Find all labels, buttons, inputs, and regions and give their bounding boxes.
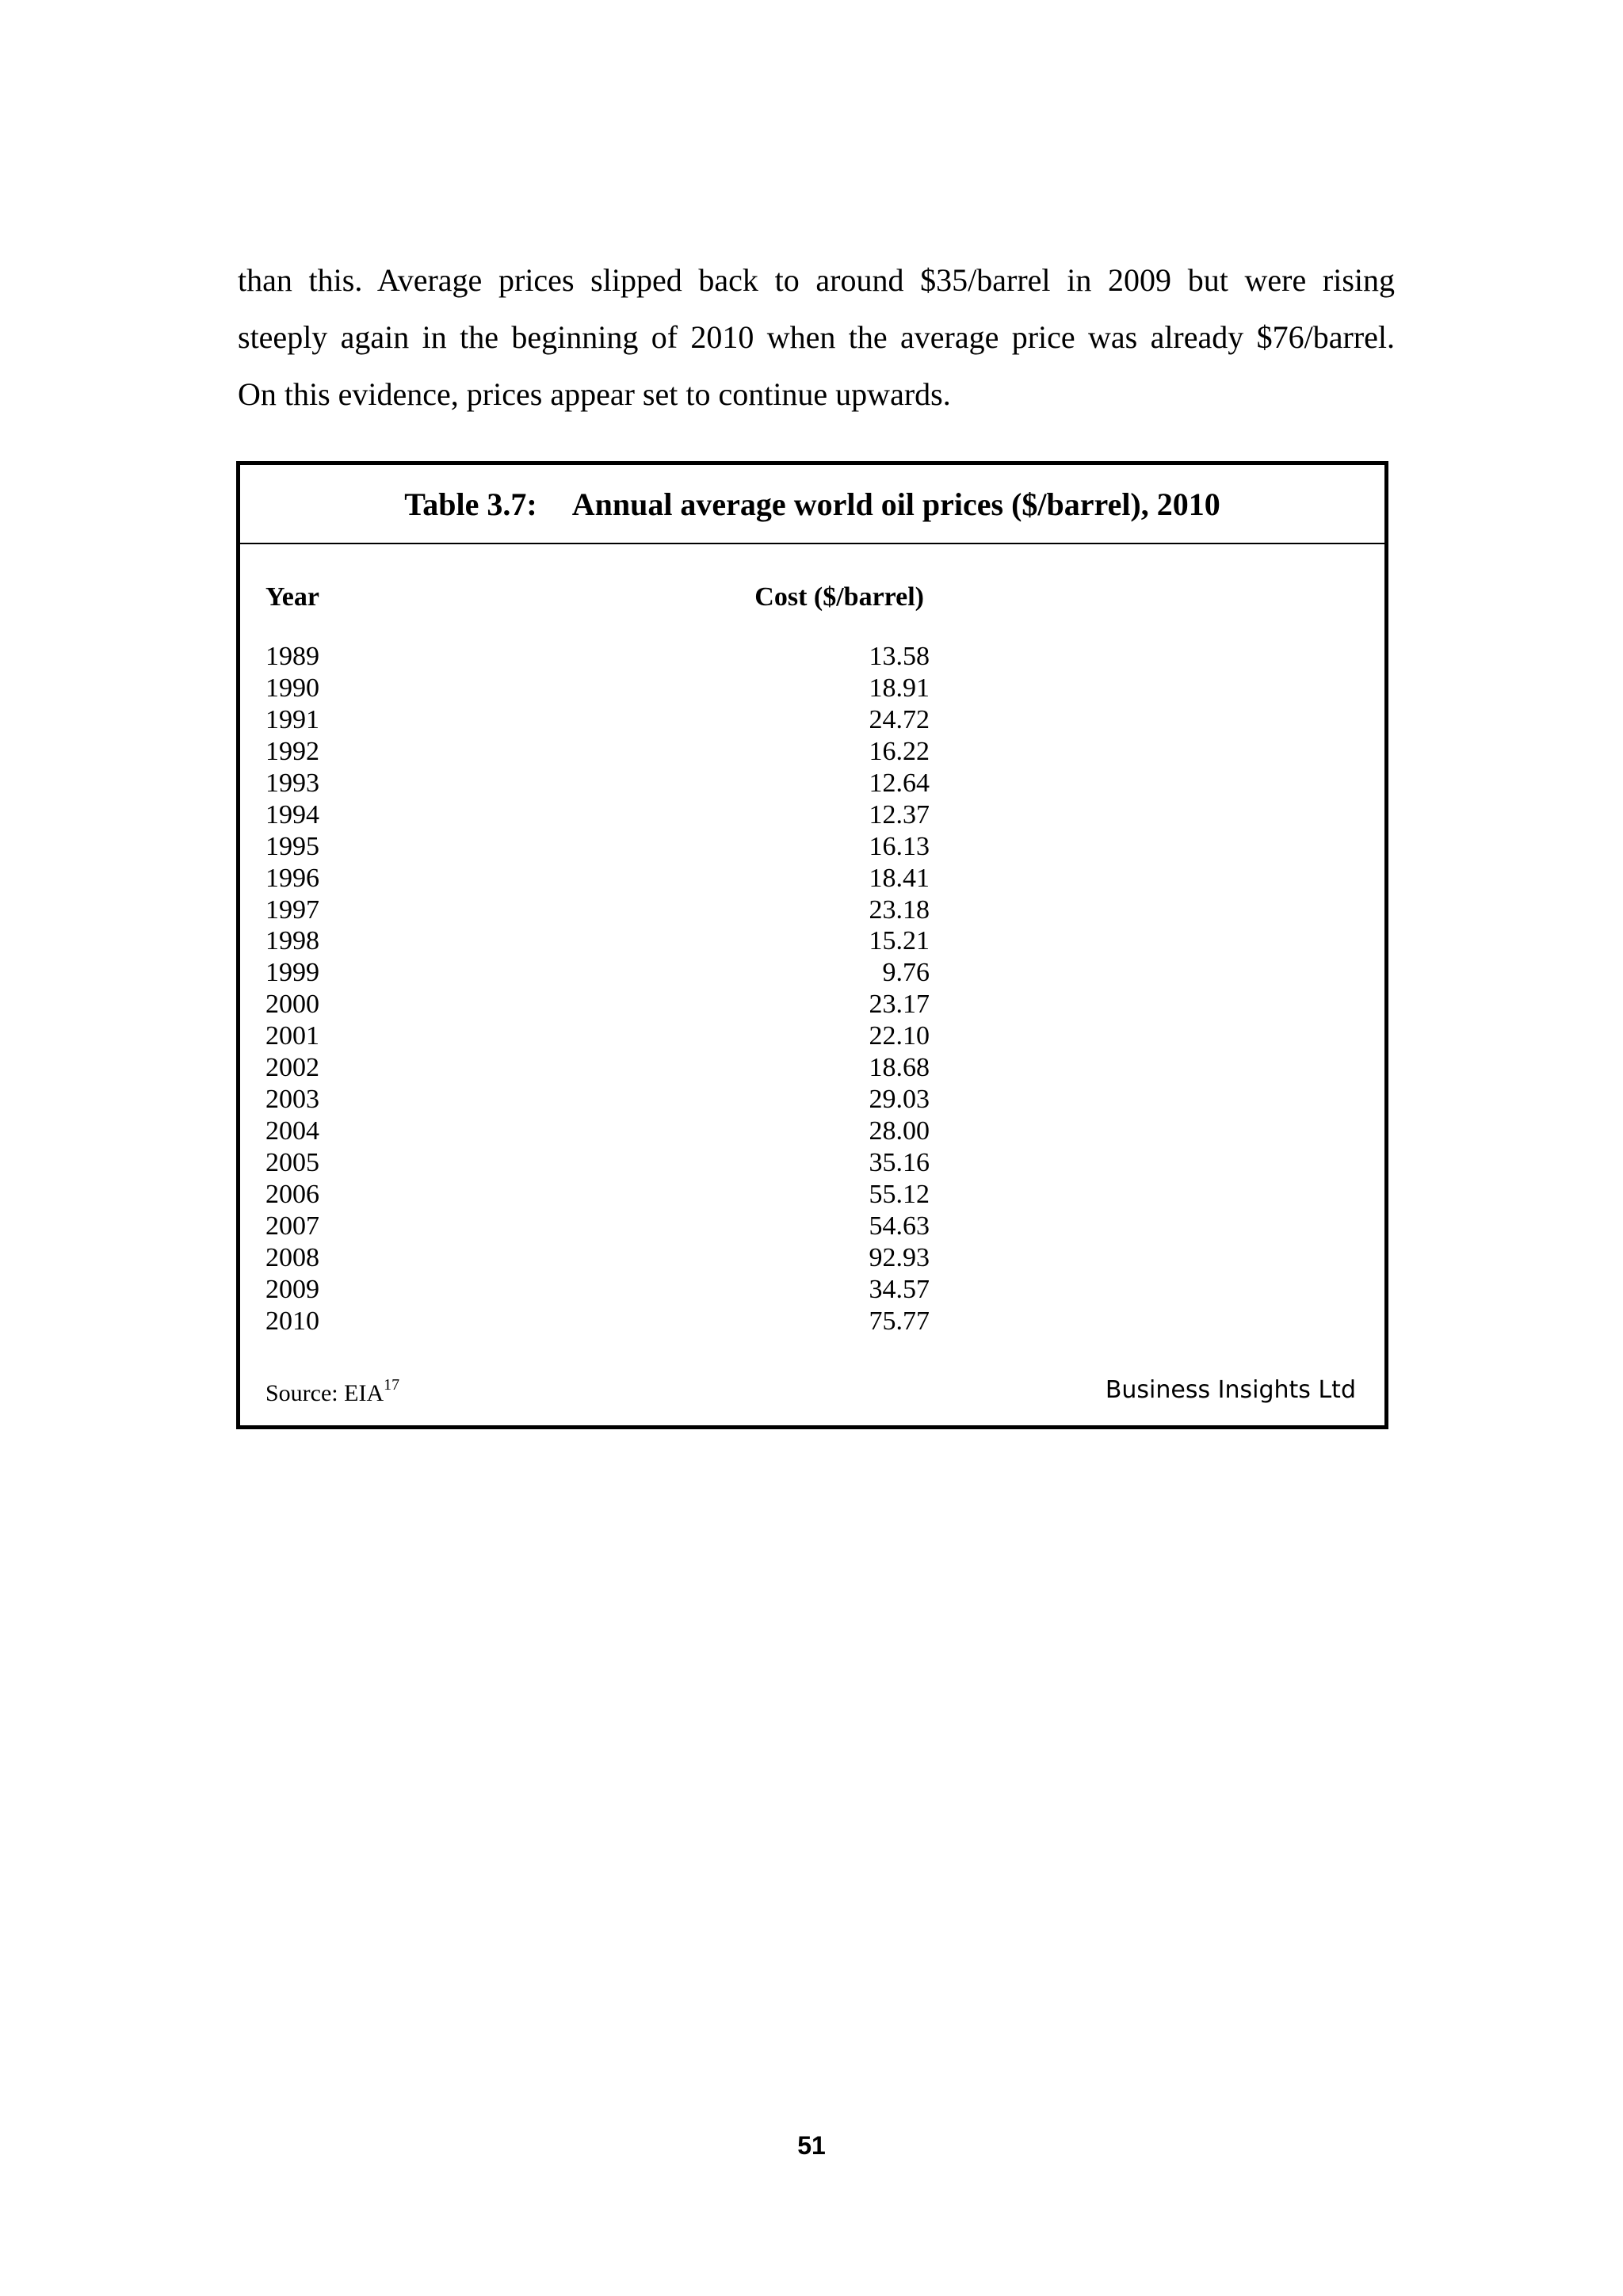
table-source — [265, 1376, 399, 1407]
cost-cell: 15.21 — [869, 926, 930, 956]
year-cell: 2010 — [265, 1306, 319, 1336]
table-row — [265, 1242, 930, 1274]
year-cell: 1992 — [265, 736, 319, 766]
cost-cell: 92.93 — [869, 1242, 930, 1272]
table-row — [265, 673, 930, 704]
table-row — [265, 736, 930, 768]
year-cell: 2002 — [265, 1053, 319, 1083]
cost-cell: 16.13 — [869, 831, 930, 861]
table-row — [265, 863, 930, 894]
table-row — [265, 1306, 930, 1337]
year-cell: 2001 — [265, 1021, 319, 1051]
cost-cell: 22.10 — [869, 1021, 930, 1051]
year-cell: 2000 — [265, 990, 319, 1020]
table-row — [265, 925, 930, 957]
table-row — [265, 894, 930, 926]
cost-cell: 35.16 — [869, 1148, 930, 1177]
year-cell: 2008 — [265, 1242, 319, 1272]
year-cell: 1996 — [265, 863, 319, 893]
cost-cell: 18.68 — [869, 1053, 930, 1083]
table-row — [265, 1084, 930, 1116]
year-cell: 2009 — [265, 1274, 319, 1304]
page-number: 51 — [797, 2131, 826, 2160]
year-cell: 1997 — [265, 894, 319, 925]
table-row — [265, 768, 930, 799]
year-cell: 2003 — [265, 1085, 319, 1115]
year-cell: 1999 — [265, 958, 319, 988]
table-row — [265, 1211, 930, 1242]
table-number: Table 3.7: — [404, 486, 537, 522]
source-footnote: 17 — [384, 1376, 400, 1394]
table-row — [265, 989, 930, 1020]
body-paragraph — [238, 252, 1395, 423]
column-header-cost: Cost ($/barrel) — [754, 582, 924, 612]
cost-cell: 13.58 — [869, 642, 930, 671]
cost-cell: 28.00 — [869, 1116, 930, 1146]
cost-cell: 75.77 — [869, 1306, 930, 1336]
year-cell: 1989 — [265, 642, 319, 671]
source-label: Source: EIA — [265, 1380, 384, 1406]
cost-cell: 23.18 — [869, 894, 930, 925]
cost-cell: 34.57 — [869, 1274, 930, 1304]
data-table — [236, 461, 1388, 1429]
year-cell: 2005 — [265, 1148, 319, 1177]
table-caption: Annual average world oil prices ($/barrel), 2010 — [571, 486, 1220, 522]
table-row — [265, 1116, 930, 1147]
year-cell: 1991 — [265, 704, 319, 734]
cost-cell: 16.22 — [869, 736, 930, 766]
table-row — [265, 831, 930, 863]
body-line: than this. Average prices slipped back to around $35/barrel in 2009 but were rising — [238, 262, 1395, 298]
table-title — [240, 465, 1384, 544]
year-cell: 1993 — [265, 768, 319, 798]
cost-cell: 12.64 — [869, 768, 930, 798]
year-cell: 1994 — [265, 799, 319, 830]
table-body — [265, 641, 930, 1337]
column-header-year: Year — [265, 582, 319, 612]
year-cell: 1990 — [265, 673, 319, 703]
table-row — [265, 641, 930, 673]
year-cell: 1995 — [265, 831, 319, 861]
body-line: On this evidence, prices appear set to continue upwards. — [238, 376, 951, 412]
cost-cell: 29.03 — [869, 1085, 930, 1115]
cost-cell: 18.41 — [869, 863, 930, 893]
cost-cell: 54.63 — [869, 1211, 930, 1241]
year-cell: 1998 — [265, 926, 319, 956]
year-cell: 2006 — [265, 1179, 319, 1209]
publisher-credit: Business Insights Ltd — [1105, 1376, 1356, 1404]
table-row — [265, 957, 930, 989]
table-row — [265, 704, 930, 736]
body-line: steeply again in the beginning of 2010 when the average price was already $76/barrel. — [238, 319, 1395, 355]
cost-cell: 9.76 — [882, 958, 930, 988]
cost-cell: 55.12 — [869, 1179, 930, 1209]
table-row — [265, 1179, 930, 1211]
year-cell: 2007 — [265, 1211, 319, 1241]
cost-cell: 12.37 — [869, 799, 930, 830]
table-row — [265, 1147, 930, 1179]
year-cell: 2004 — [265, 1116, 319, 1146]
cost-cell: 24.72 — [869, 704, 930, 734]
cost-cell: 23.17 — [869, 990, 930, 1020]
table-row — [265, 1052, 930, 1084]
cost-cell: 18.91 — [869, 673, 930, 703]
table-row — [265, 1274, 930, 1306]
table-row — [265, 799, 930, 831]
table-row — [265, 1020, 930, 1052]
